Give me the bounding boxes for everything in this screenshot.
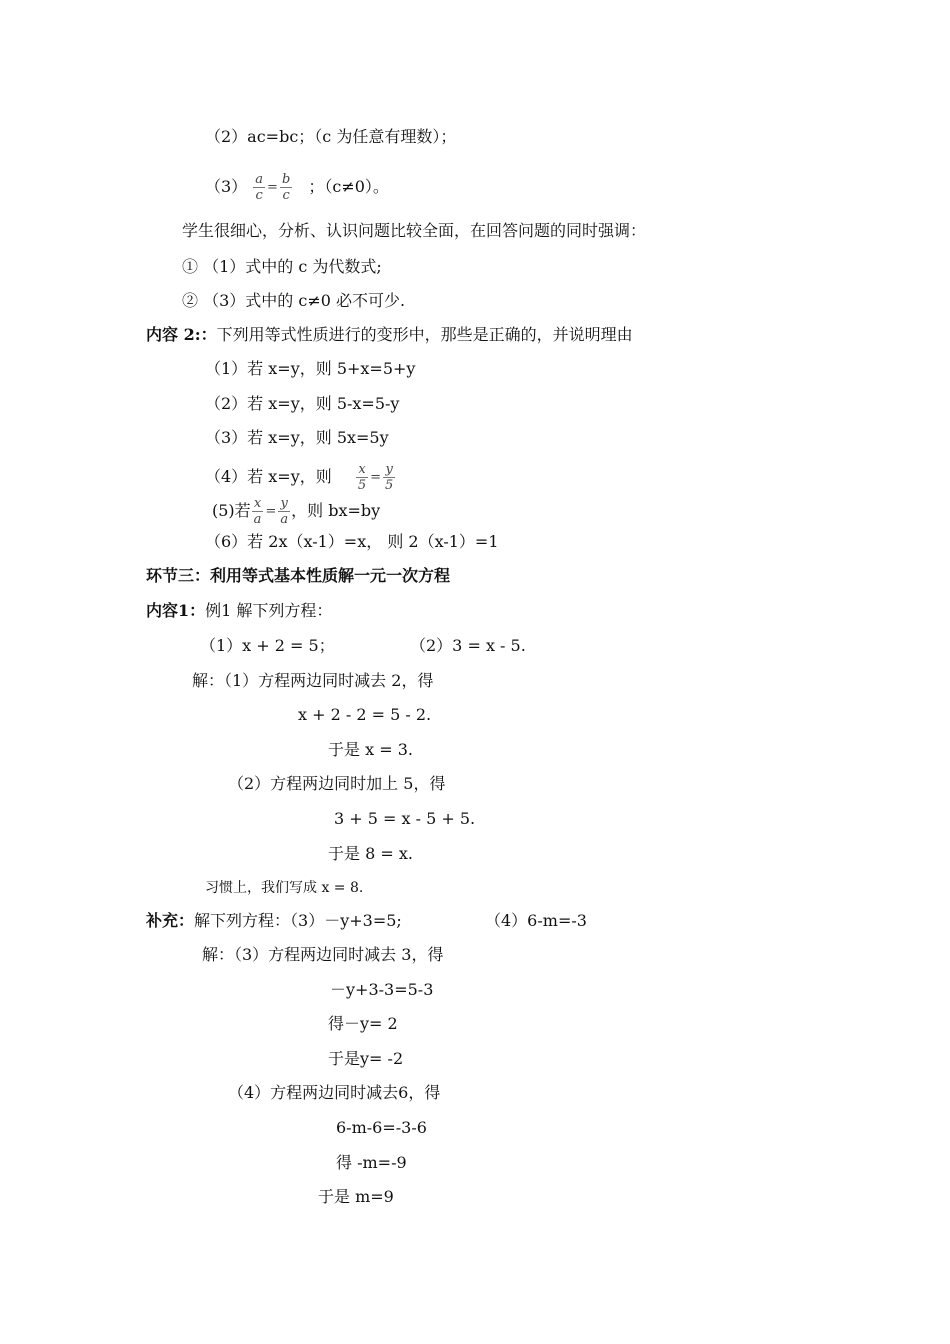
line-supplement-3-step: －y+3-3=5-3 xyxy=(330,980,434,999)
fraction-numerator: y xyxy=(278,496,290,512)
fraction-denominator: c xyxy=(282,188,290,203)
line-solution-2-step: 3 + 5 = x - 5 + 5. xyxy=(334,809,476,828)
line-item-1: （1）若 x=y，则 5+x=5+y xyxy=(205,359,416,378)
supplement-label: 补充： xyxy=(146,911,195,930)
line-supplement-3-result: 于是y= -2 xyxy=(328,1049,404,1068)
fraction-y-over-5 xyxy=(383,462,395,493)
line-solution-1-intro: 解：（1）方程两边同时减去 2，得 xyxy=(192,671,434,690)
line-property-2: （2）ac=bc；（c 为任意有理数）； xyxy=(205,127,457,146)
line-solution-1-result: 于是 x = 3. xyxy=(328,740,413,759)
line-item-3: （3）若 x=y，则 5x=5y xyxy=(205,428,389,447)
content-2-label: 内容 2:： xyxy=(146,325,217,344)
line-item-4 xyxy=(205,462,396,493)
line-supplement-4-step: 6-m-6=-3-6 xyxy=(336,1118,427,1137)
supplement-text: 解下列方程：（3）－y+3=5; xyxy=(194,911,402,930)
content-1-text: 例1 解下列方程： xyxy=(205,601,333,620)
line-supplement-4-mid: 得 -m=-9 xyxy=(336,1153,407,1172)
line-content-1 xyxy=(146,600,332,622)
line-property-3 xyxy=(205,172,389,203)
line-supplement xyxy=(146,910,402,932)
line-example-equation-2: （2）3 = x - 5. xyxy=(410,636,526,655)
fraction-denominator: 5 xyxy=(385,478,394,493)
line-solution-2-intro: （2）方程两边同时加上 5，得 xyxy=(228,774,446,793)
fraction-denominator: c xyxy=(255,188,263,203)
item-4-prefix: （4）若 x=y，则 xyxy=(205,467,332,486)
line-example-equation-1: （1）x + 2 = 5； xyxy=(200,636,335,655)
line-item-6: （6）若 2x（x-1）=x， 则 2（x-1）=1 xyxy=(205,532,499,551)
line-supplement-3-mid: 得－y= 2 xyxy=(328,1014,398,1033)
line-emphasis-1: ① （1）式中的 c 为代数式; xyxy=(182,257,382,276)
line-content-2 xyxy=(146,324,633,346)
line-property-3-suffix: ；（c≠0）。 xyxy=(308,177,389,196)
line-item-2: （2）若 x=y，则 5-x=5-y xyxy=(205,394,400,413)
fraction-y-over-a xyxy=(278,496,290,527)
fraction-numerator: b xyxy=(281,172,291,187)
line-supplement-4-intro: （4）方程两边同时减去6，得 xyxy=(228,1083,441,1102)
line-supplement-4-result: 于是 m=9 xyxy=(318,1187,394,1206)
item-5-suffix: ，则 bx=by xyxy=(291,501,381,520)
equals-sign: = xyxy=(267,179,278,195)
fraction-denominator: 5 xyxy=(357,478,367,493)
line-supplement-3-intro: 解：（3）方程两边同时减去 3，得 xyxy=(202,945,444,964)
fraction-a-over-c xyxy=(253,172,265,203)
fraction-numerator: y xyxy=(383,462,395,478)
line-emphasis-2: ② （3）式中的 c≠0 必不可少. xyxy=(182,291,406,310)
line-property-3-prefix: （3） xyxy=(205,177,248,196)
fraction-denominator: a xyxy=(253,512,262,527)
equals-sign: = xyxy=(370,469,382,485)
fraction-x-over-5 xyxy=(356,462,368,493)
line-solution-1-step: x + 2 - 2 = 5 - 2. xyxy=(298,705,432,724)
content-1-label: 内容1： xyxy=(146,601,206,620)
item-5-prefix: (5)若 xyxy=(212,501,251,520)
line-convention-note: 习惯上，我们写成 x = 8. xyxy=(205,880,364,896)
fraction-numerator: a xyxy=(255,172,264,187)
line-solution-2-result: 于是 8 = x. xyxy=(328,844,413,863)
fraction-b-over-c xyxy=(280,172,292,203)
fraction-numerator: x xyxy=(252,496,264,512)
content-2-text: 下列用等式性质进行的变形中，那些是正确的，并说明理由 xyxy=(216,325,633,344)
line-supplement-equation-4: （4）6-m=-3 xyxy=(485,911,587,930)
equals-sign: = xyxy=(265,503,277,519)
fraction-numerator: x xyxy=(356,462,368,478)
line-student-note: 学生很细心，分析、认识问题比较全面，在回答问题的同时强调： xyxy=(182,221,647,240)
fraction-denominator: a xyxy=(280,512,289,527)
section-title-step-3: 环节三：利用等式基本性质解一元一次方程 xyxy=(146,566,451,585)
fraction-x-over-a xyxy=(252,496,264,527)
line-item-5 xyxy=(212,496,380,527)
